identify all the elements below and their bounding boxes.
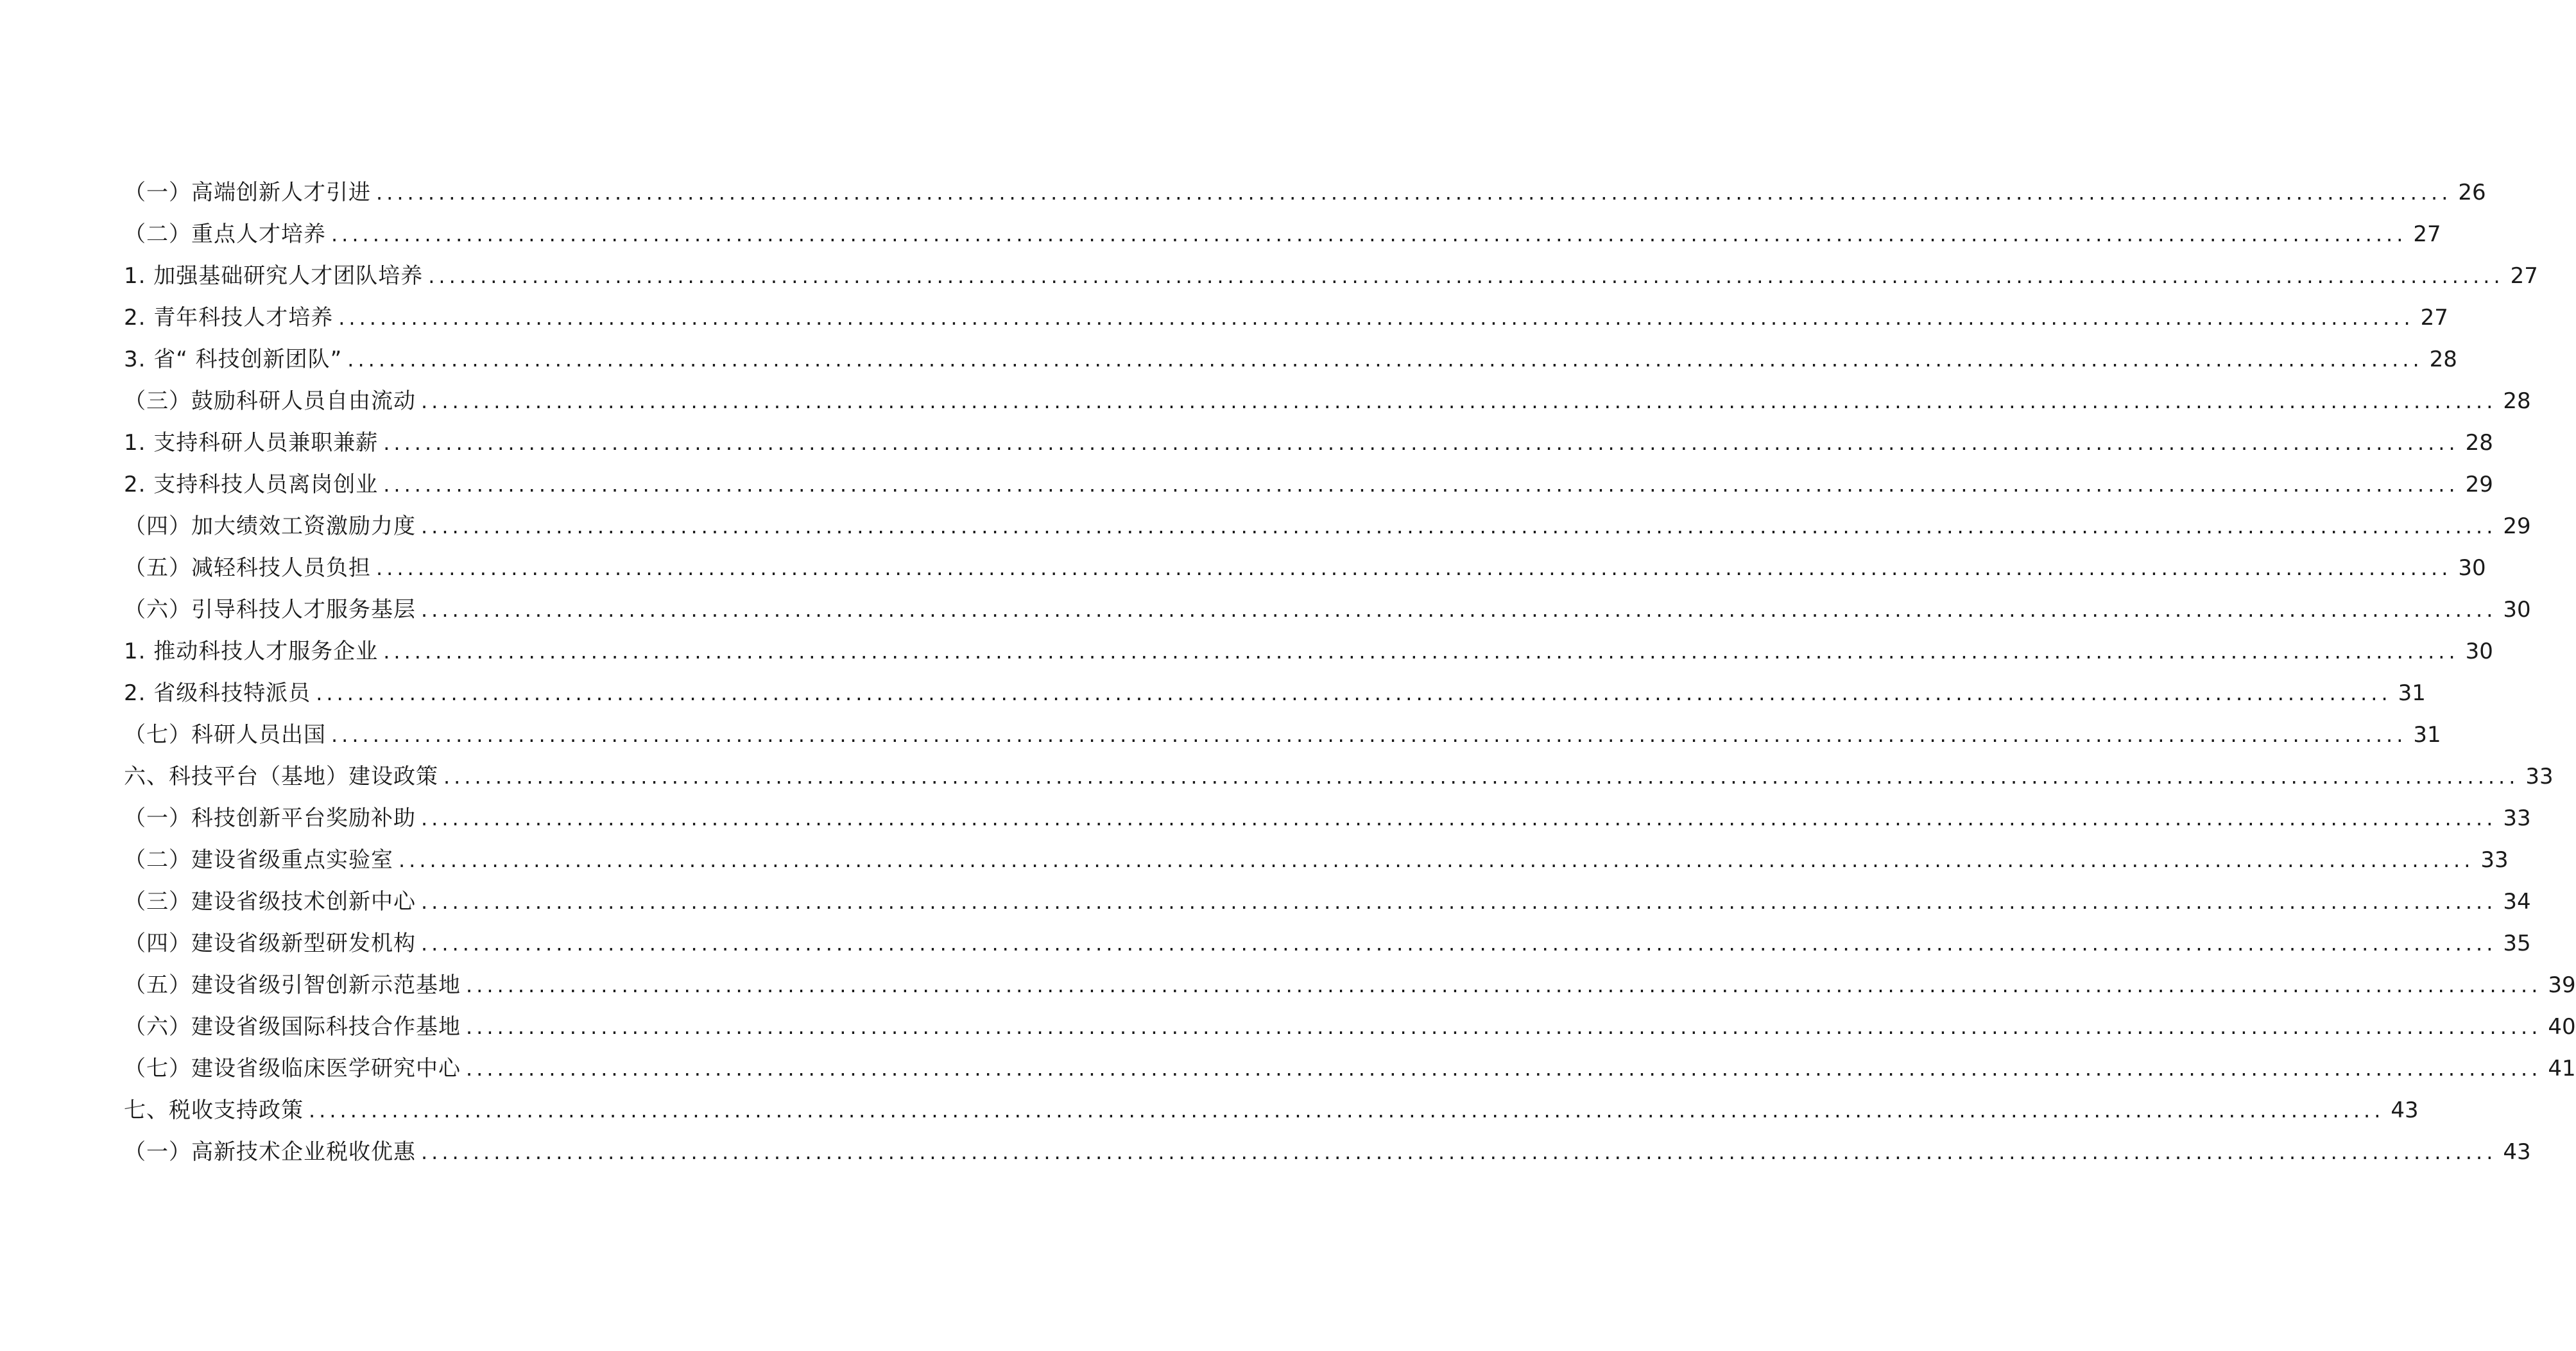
- toc-entry-title: （一）高端创新人才引进: [124, 180, 371, 205]
- toc-dot-leader: ........................................................................................................................................................................................................: [443, 764, 2520, 789]
- toc-entry[interactable]: [124, 1090, 2419, 1132]
- toc-entry-title: （二）建设省级重点实验室: [124, 847, 393, 873]
- toc-page-number: 30: [2458, 555, 2486, 581]
- toc-dot-leader: ........................................................................................................................................................................................................: [466, 1056, 2542, 1081]
- toc-page-number: 34: [2503, 889, 2531, 915]
- toc-dot-leader: ........................................................................................................................................................................................................: [421, 1140, 2497, 1164]
- toc-page-number: 31: [2398, 680, 2426, 706]
- toc-page-number: 33: [2525, 764, 2554, 789]
- toc-entry-title: 2. 省级科技特派员: [124, 680, 311, 706]
- toc-entry-title: （一）高新技术企业税收优惠: [124, 1139, 416, 1165]
- toc-page-number: 33: [2503, 805, 2531, 831]
- toc-page-number: 28: [2503, 388, 2531, 414]
- toc-entry-title: 七、税收支持政策: [124, 1097, 304, 1123]
- toc-entry-title: （七）建设省级临床医学研究中心: [124, 1056, 461, 1081]
- toc-page-number: 27: [2420, 305, 2448, 331]
- toc-dot-leader: ........................................................................................................................................................................................................: [383, 431, 2459, 455]
- toc-entry[interactable]: [124, 297, 2448, 339]
- toc-dot-leader: ........................................................................................................................................................................................................: [338, 305, 2414, 330]
- toc-dot-leader: ........................................................................................................................................................................................................: [466, 1015, 2542, 1039]
- toc-entry[interactable]: [124, 381, 2531, 422]
- toc-entry[interactable]: [124, 464, 2493, 506]
- toc-entry[interactable]: [124, 631, 2493, 673]
- toc-entry-title: 2. 青年科技人才培养: [124, 305, 334, 331]
- toc-page-number: 30: [2503, 597, 2531, 623]
- toc-page-number: 31: [2413, 722, 2441, 748]
- toc-dot-leader: ........................................................................................................................................................................................................: [421, 931, 2497, 956]
- toc-dot-leader: ........................................................................................................................................................................................................: [421, 806, 2497, 830]
- toc-entry[interactable]: [124, 714, 2441, 756]
- toc-entry[interactable]: [124, 1132, 2531, 1173]
- toc-entry-title: 2. 支持科技人员离岗创业: [124, 472, 379, 497]
- toc-page-number: 41: [2548, 1056, 2576, 1081]
- toc-entry-title: （一）科技创新平台奖励补助: [124, 805, 416, 831]
- toc-entry-title: （五）建设省级引智创新示范基地: [124, 972, 461, 998]
- toc-dot-leader: ........................................................................................................................................................................................................: [383, 639, 2459, 664]
- toc-dot-leader: ........................................................................................................................................................................................................: [421, 389, 2497, 413]
- toc-entry[interactable]: [124, 339, 2457, 381]
- toc-page-number: 28: [2465, 430, 2493, 456]
- toc-entry-title: （五）减轻科技人员负担: [124, 555, 371, 581]
- toc-entry[interactable]: [124, 506, 2531, 547]
- toc-entry-title: 六、科技平台（基地）建设政策: [124, 764, 438, 789]
- toc-dot-leader: ........................................................................................................................................................................................................: [421, 514, 2497, 538]
- toc-page-number: 30: [2465, 639, 2493, 664]
- toc-entry-title: （四）建设省级新型研发机构: [124, 931, 416, 956]
- toc-entry[interactable]: [124, 839, 2509, 881]
- toc-entry[interactable]: [124, 965, 2576, 1006]
- toc-entry[interactable]: [124, 673, 2426, 714]
- toc-dot-leader: ........................................................................................................................................................................................................: [421, 890, 2497, 914]
- toc-dot-leader: ........................................................................................................................................................................................................: [347, 347, 2423, 372]
- toc-entry-title: （三）建设省级技术创新中心: [124, 889, 416, 915]
- toc-entry[interactable]: [124, 214, 2441, 255]
- toc-entry-title: （二）重点人才培养: [124, 221, 326, 247]
- toc-page-number: 28: [2429, 347, 2457, 372]
- toc-entry[interactable]: [124, 798, 2531, 839]
- toc-dot-leader: ........................................................................................................................................................................................................: [421, 598, 2497, 622]
- toc-dot-leader: ........................................................................................................................................................................................................: [376, 556, 2452, 580]
- toc-entry[interactable]: [124, 756, 2554, 798]
- toc-dot-leader: ........................................................................................................................................................................................................: [331, 222, 2407, 246]
- toc-entry[interactable]: [124, 923, 2531, 965]
- toc-dot-leader: ........................................................................................................................................................................................................: [466, 973, 2542, 997]
- toc-page-number: 43: [2503, 1139, 2531, 1165]
- toc-entry-title: （四）加大绩效工资激励力度: [124, 513, 416, 539]
- toc-entry-title: 1. 加强基础研究人才团队培养: [124, 263, 424, 289]
- table-of-contents: [124, 172, 2576, 1173]
- toc-dot-leader: ........................................................................................................................................................................................................: [309, 1098, 2385, 1123]
- toc-entry[interactable]: [124, 547, 2486, 589]
- toc-entry-title: （七）科研人员出国: [124, 722, 326, 748]
- toc-entry-title: 1. 支持科研人员兼职兼薪: [124, 430, 379, 456]
- toc-page-number: 33: [2480, 847, 2509, 873]
- toc-page-number: 35: [2503, 931, 2531, 956]
- toc-page-number: 40: [2548, 1014, 2576, 1040]
- toc-dot-leader: ........................................................................................................................................................................................................: [399, 848, 2475, 872]
- toc-entry[interactable]: [124, 881, 2531, 923]
- toc-entry[interactable]: [124, 1048, 2576, 1090]
- toc-entry[interactable]: [124, 422, 2493, 464]
- toc-entry[interactable]: [124, 1006, 2576, 1048]
- toc-page-number: 43: [2391, 1097, 2419, 1123]
- toc-page-number: 29: [2465, 472, 2493, 497]
- toc-entry-title: （六）引导科技人才服务基层: [124, 597, 416, 623]
- toc-dot-leader: ........................................................................................................................................................................................................: [376, 180, 2452, 205]
- toc-entry[interactable]: [124, 172, 2486, 214]
- toc-dot-leader: ........................................................................................................................................................................................................: [383, 472, 2459, 497]
- toc-entry[interactable]: [124, 589, 2531, 631]
- toc-page-number: 29: [2503, 513, 2531, 539]
- toc-dot-leader: ........................................................................................................................................................................................................: [331, 723, 2407, 747]
- toc-page-number: 27: [2510, 263, 2538, 289]
- toc-dot-leader: ........................................................................................................................................................................................................: [316, 681, 2392, 705]
- toc-entry-title: 1. 推动科技人才服务企业: [124, 639, 379, 664]
- toc-page-number: 39: [2548, 972, 2576, 998]
- toc-page-number: 27: [2413, 221, 2441, 247]
- toc-entry[interactable]: [124, 255, 2538, 297]
- toc-entry-title: （六）建设省级国际科技合作基地: [124, 1014, 461, 1040]
- toc-dot-leader: ........................................................................................................................................................................................................: [428, 264, 2504, 288]
- toc-entry-title: （三）鼓励科研人员自由流动: [124, 388, 416, 414]
- toc-entry-title: 3. 省“ 科技创新团队”: [124, 347, 343, 372]
- toc-page-number: 26: [2458, 180, 2486, 205]
